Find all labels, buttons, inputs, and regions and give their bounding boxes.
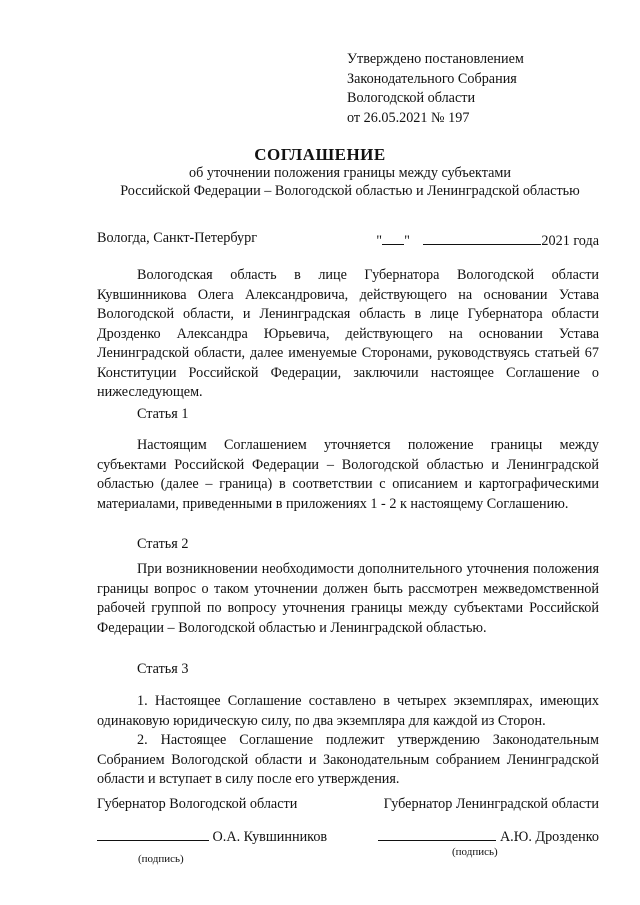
left-signer-name: О.А. Кувшинников xyxy=(212,829,328,845)
right-signature-hint: (подпись) xyxy=(452,846,498,858)
approval-stamp xyxy=(347,50,524,128)
preamble-text: Вологодская область в лице Губернатора Вологодской области Кувшинникова Олега Александровича, действующего на основании Устава Вологодской области, и Ленинградская область в лице Губернатора области Дрозденко Александра Юрьевича, действующего на основании Устава Ленинградской области, далее именуемые Сторонами, руководствуясь статьей 67 Конституции Российской Федерации, заключили настоящее Соглашение о нижеследующем. xyxy=(97,267,599,400)
signature-lines xyxy=(97,826,599,846)
right-signature-line xyxy=(378,826,496,841)
subtitle-line-2: Российской Федерации – Вологодской областью и Ленинградской областью xyxy=(120,183,580,199)
left-signature xyxy=(97,826,327,846)
subtitle-line-1: об уточнении положения границы между субъектами xyxy=(189,165,511,181)
left-signature-line xyxy=(97,826,209,841)
left-signer-title: Губернатор Вологодской области xyxy=(97,796,298,812)
article-3-paragraph-1: 1. Настоящее Соглашение составлено в четырех экземплярах, имеющих одинаковую юридическую силу, по два экземпляра для каждой из Сторон. xyxy=(97,693,599,729)
article-3-heading: Статья 3 xyxy=(137,661,189,677)
document-subtitle xyxy=(60,164,640,200)
month-blank xyxy=(423,230,541,245)
approval-line-2: Законодательного Собрания xyxy=(347,70,517,87)
article-1-heading: Статья 1 xyxy=(137,406,189,422)
approval-line-1: Утверждено постановлением xyxy=(347,51,524,67)
article-2-body xyxy=(97,560,599,638)
article-3-paragraph-2: 2. Настоящее Соглашение подлежит утверждению Законодательным Собранием Вологодской области и Законодательным собранием Ленинградской области и вступает в силу после его утверждения. xyxy=(97,732,599,787)
date-quote-open: " xyxy=(376,233,383,249)
signing-place: Вологда, Санкт-Петербург xyxy=(97,230,258,246)
article-1-paragraph: Настоящим Соглашением уточняется положение границы между субъектами Российской Федерации – Вологодской областью и Ленинградской областью (далее – граница) в соответствии с описанием и картографическими материалами, приведенными в приложениях 1 - 2 к настоящему Соглашению. xyxy=(97,437,599,512)
article-2-paragraph: При возникновении необходимости дополнительного уточнения положения границы вопрос о таком уточнении должен быть рассмотрен межведомственной рабочей группой по вопросу уточнения границы между субъектами Российской Федерации – Вологодской областью и Ленинградской областью. xyxy=(97,561,599,636)
date-quote-close: " xyxy=(404,233,410,249)
approval-line-4: от 26.05.2021 № 197 xyxy=(347,109,470,126)
right-signer-title: Губернатор Ленинградской области xyxy=(383,796,599,812)
approval-line-3: Вологодской области xyxy=(347,90,476,106)
signature-titles xyxy=(97,796,599,816)
day-blank xyxy=(382,230,404,245)
article-1-body xyxy=(97,436,599,514)
signing-date xyxy=(376,230,599,250)
right-signature xyxy=(378,826,599,846)
right-signer-name: А.Ю. Дрозденко xyxy=(499,829,599,845)
left-signature-hint: (подпись) xyxy=(138,853,184,865)
date-year: 2021 года xyxy=(541,233,599,249)
article-3-body xyxy=(97,692,599,790)
article-2-heading: Статья 2 xyxy=(137,536,189,552)
place-date-row xyxy=(97,230,599,250)
preamble xyxy=(97,266,599,403)
document-title: СОГЛАШЕНИЕ xyxy=(254,145,386,164)
